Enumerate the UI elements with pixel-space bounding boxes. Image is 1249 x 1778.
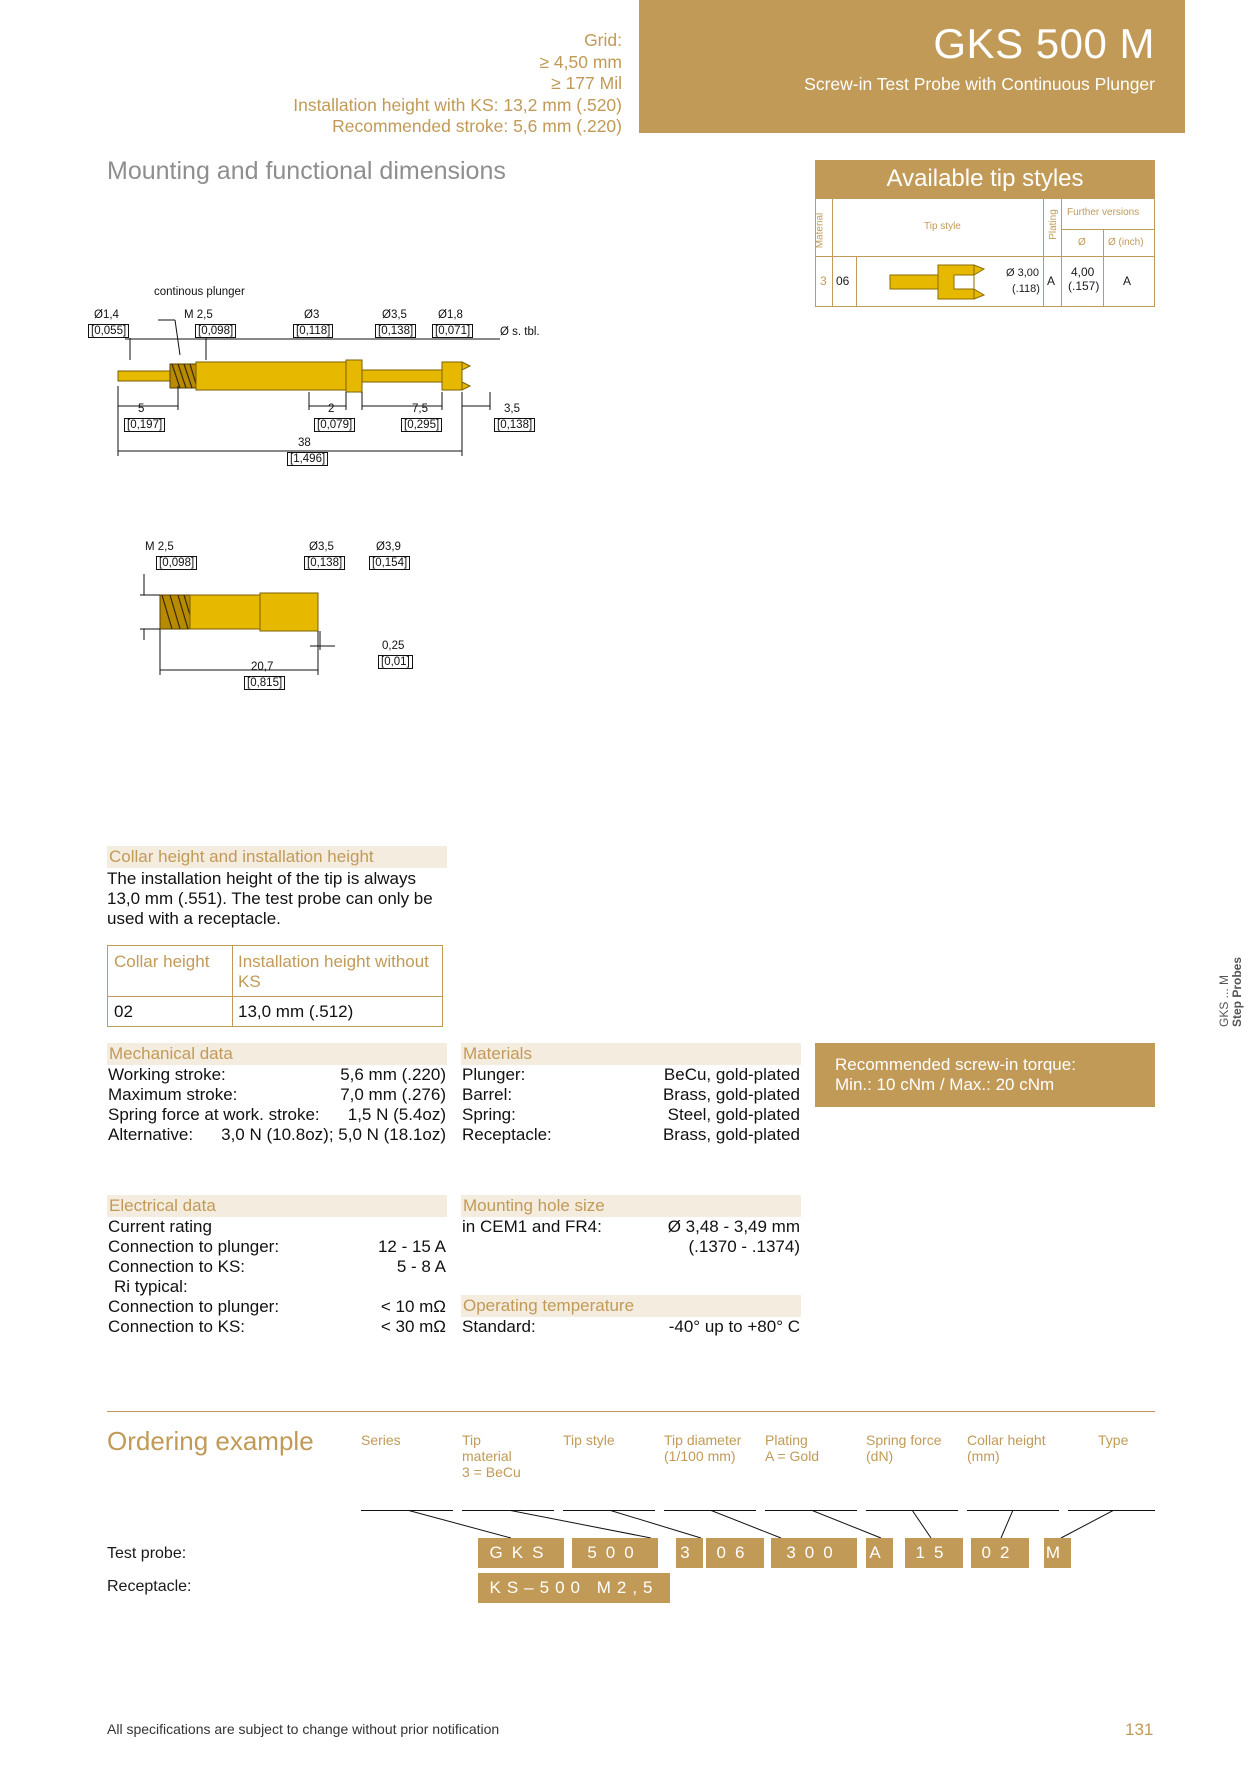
dim-l35-inch: [0,138] [494,418,535,432]
dim-l5: 5 [138,403,145,415]
dim-l5-inch: [0,197] [124,418,165,432]
dim-d18-inch: [0,071] [432,324,473,338]
elec-row: Connection to plunger: 12 - 15 A [108,1237,446,1256]
row-dia: Ø 3,00 [1006,267,1040,279]
ord-col-plating: Plating A = Gold [765,1432,820,1464]
tip-styles-title: Available tip styles [815,160,1155,198]
ordering-divider [107,1411,1155,1412]
materials-title: Materials [461,1043,801,1065]
rc-dim-l: 20,7 [251,661,274,673]
op-row: Standard: -40° up to +80° C [462,1317,800,1336]
chip-plating: A [866,1538,893,1568]
dim-tip-ref: Ø s. tbl. [500,326,540,338]
dim-d35-inch: [0,138] [375,324,416,338]
dim-l38: 38 [298,437,311,449]
rc-dim-m-inch: [0,098] [156,556,197,570]
product-name: GKS 500 M [933,20,1155,67]
collar-v1: 02 [114,1002,133,1021]
spec-grid: Grid: [584,30,622,50]
ord-col-collar-height: Collar height (mm) [967,1432,1046,1464]
col-dia-inch: Ø (inch) [1108,237,1144,248]
dim-m: M 2,5 [184,309,213,321]
rc-dim-l-inch: [0,815] [244,676,285,690]
dim-d1-inch: [0,055] [88,324,129,338]
ord-col-tip-style: Tip style [563,1432,615,1448]
dim-d18: Ø1,8 [438,309,463,321]
mat-row: Plunger: BeCu, gold-plated [462,1065,800,1084]
col-plating: Plating [1047,209,1059,240]
rc-dim-d35-inch: [0,138] [304,556,345,570]
side-label [1218,957,1244,1027]
collar-table [107,945,443,1027]
ord-col-type: Type [1098,1432,1129,1448]
mat-row: Barrel: Brass, gold-plated [462,1085,800,1104]
chip-type: M [1044,1538,1071,1568]
row-dia-inch: (.118) [1012,283,1040,295]
torque-l2: Min.: 10 cNm / Max.: 20 cNm [835,1075,1055,1094]
row-further-plating: A [1123,274,1132,288]
label-plunger: continous plunger [154,286,245,298]
ord-col-spring-force: Spring force (dN) [866,1432,942,1464]
mh-row: in CEM1 and FR4: Ø 3,48 - 3,49 mm [462,1217,800,1236]
dim-d1: Ø1,4 [94,309,119,321]
row-further-inch: (.157) [1068,279,1100,293]
chip-receptacle: KS–500 M2,5 [478,1573,670,1603]
dim-d3-inch: [0,118] [293,324,333,338]
row-plating: A [1047,274,1056,288]
elec-row: Current rating [108,1217,212,1236]
dim-d35: Ø3,5 [382,309,407,321]
test-probe-label: Test probe: [107,1545,187,1562]
footer-note: All specifications are subject to change without prior notification [107,1721,500,1737]
collar-text: The installation height of the tip is always 13,0 mm (.551). The test probe can only be used with a receptacle. [107,869,433,928]
dim-l75-inch: [0,295] [401,418,442,432]
receptacle-label: Receptacle: [107,1578,192,1595]
chip-tip-material: 3 [676,1538,703,1568]
dim-l35: 3,5 [504,403,520,415]
chip-tip-style: 06 [706,1538,764,1568]
dim-l2: 2 [328,403,335,415]
operating-title: Operating temperature [461,1295,801,1317]
dim-l75: 7,5 [412,403,428,415]
mech-row: Alternative: 3,0 N (10.8oz); 5,0 N (18.1oz) [108,1125,446,1144]
ordering-connectors [361,1510,1161,1540]
elec-row: Connection to plunger: < 10 mΩ [108,1297,446,1316]
spec-grid-mm: ≥ 4,50 mm [539,51,622,72]
mounting-hole-title: Mounting hole size [461,1195,801,1217]
collar-title: Collar height and installation height [107,846,447,868]
ordering-title: Ordering example [107,1426,314,1456]
mat-row: Spring: Steel, gold-plated [462,1105,800,1124]
mech-row: Spring force at work. stroke: 1,5 N (5.4oz) [108,1105,446,1124]
torque-box [815,1043,1155,1107]
chip-series: GKS [478,1538,564,1568]
chip-spring-force: 15 [905,1538,963,1568]
rc-dim-d39-inch: [0,154] [369,556,410,570]
row-material: 3 [820,274,827,288]
header-specs [220,30,622,138]
rc-dim-t: 0,25 [382,640,405,652]
chip-series-num: 500 [572,1538,658,1568]
header-title-box [639,0,1185,133]
col-tip-style: Tip style [924,221,961,232]
dim-d3: Ø3 [304,309,320,321]
row-code: 06 [836,274,850,288]
rc-dim-t-inch: [0,01] [378,655,413,669]
collar-th1: Collar height [114,952,210,971]
col-dia: Ø [1078,237,1086,248]
row-further: 4,00 [1071,265,1095,279]
dim-l2-inch: [0,079] [314,418,355,432]
rc-dim-d39: Ø3,9 [376,541,401,553]
col-material: Material [814,212,826,249]
collar-v2: 13,0 mm (.512) [238,1002,354,1021]
elec-row: Connection to KS: 5 - 8 A [108,1257,446,1276]
ord-col-tip-diameter: Tip diameter (1/100 mm) [664,1432,742,1464]
tip-styles-table [815,160,1155,305]
elec-row: Ri typical: [114,1277,188,1296]
tip-style-drawing [888,261,988,303]
section-title: Mounting and functional dimensions [107,157,506,185]
ord-col-series: Series [361,1432,401,1448]
mech-row: Maximum stroke: 7,0 mm (.276) [108,1085,446,1104]
side-label-1: GKS ... M [1217,974,1231,1027]
rc-dim-m: M 2,5 [145,541,174,553]
page-number: 131 [1125,1720,1154,1739]
chip-tip-diameter: 300 [771,1538,857,1568]
col-further: Further versions [1067,207,1140,218]
dim-l38-inch: [1,496] [287,452,328,466]
chip-collar-height: 02 [971,1538,1029,1568]
electrical-title: Electrical data [107,1195,447,1217]
spec-stroke: Recommended stroke: 5,6 mm (.220) [332,116,622,136]
ord-col-tip-material: Tip material 3 = BeCu [462,1432,521,1480]
product-subtitle: Screw-in Test Probe with Continuous Plunger [804,74,1155,94]
rc-dim-d35: Ø3,5 [309,541,334,553]
spec-grid-mil: ≥ 177 Mil [551,73,622,93]
mat-row: Receptacle: Brass, gold-plated [462,1125,800,1144]
torque-l1: Recommended screw-in torque: [835,1055,1076,1074]
side-label-2: Step Probes [1230,956,1244,1027]
mech-row: Working stroke: 5,6 mm (.220) [108,1065,446,1084]
elec-row: Connection to KS: < 30 mΩ [108,1317,446,1336]
dim-m-inch: [0,098] [195,324,236,338]
spec-install-height: Installation height with KS: 13,2 mm (.520) [293,94,622,115]
collar-th2: Installation height without KS [238,952,429,991]
mechanical-title: Mechanical data [107,1043,447,1065]
